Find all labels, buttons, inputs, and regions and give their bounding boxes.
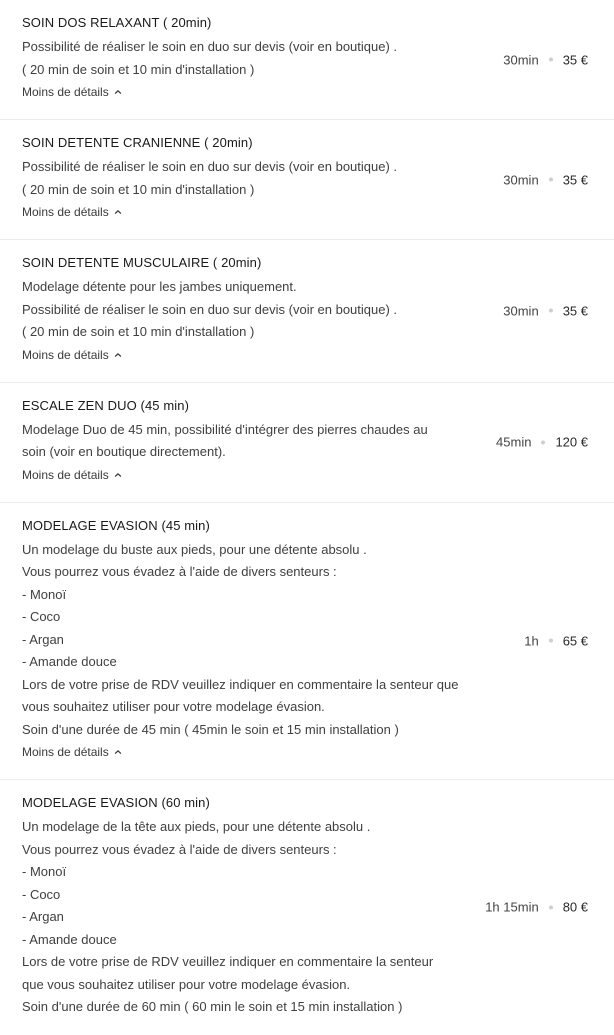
chevron-up-icon [113,470,123,480]
less-details-label: Moins de détails [22,85,109,99]
service-duration: 1h [524,633,539,649]
service-info [22,794,492,1019]
service-price: 35 € [562,172,588,187]
service-description-line: que vous souhaitez utiliser pour votre modelage évasion. [22,976,351,992]
service-item [0,780,614,1035]
service-description [22,419,492,464]
service-description [22,156,492,201]
less-details-label: Moins de détails [22,467,109,482]
service-description-line: Modelage Duo de 45 min, possibilité d'intégrer des pierres chaudes au [22,421,428,437]
service-price: 35 € [562,303,588,319]
service-title: MODELAGE EVASION (60 min) [22,795,210,810]
less-details-toggle[interactable] [22,741,123,763]
separator-dot [549,58,553,62]
service-description-line: ( 20 min de soin et 10 min d'installation ) [22,181,255,197]
less-details-label: Moins de détails [22,205,109,219]
less-details-label: Moins de détails [22,347,109,362]
service-title: SOIN DETENTE CRANIENNE ( 20min) [22,135,253,150]
service-description-line: Vous pourrez vous évadez à l'aide de divers senteurs : [22,841,337,857]
service-description-line: - Argan [22,909,64,924]
service-meta [485,900,588,915]
separator-dot [549,309,553,313]
service-description [22,36,492,81]
service-description-line: - Coco [22,886,61,902]
service-duration: 30min [503,172,539,187]
service-item [0,383,614,503]
service-description-line: - Coco [22,609,61,624]
service-description-line: - Monoï [22,586,67,602]
service-title: MODELAGE EVASION (45 min) [22,517,210,533]
service-description-line: soin (voir en boutique directement). [22,444,226,459]
service-title: SOIN DOS RELAXANT ( 20min) [22,15,212,30]
service-description-line: Modelage détente pour les jambes uniquement. [22,279,297,294]
service-description-line: Un modelage de la tête aux pieds, pour une détente absolu . [22,819,371,834]
chevron-up-icon [113,207,123,217]
service-item [0,240,614,383]
service-description-line: - Amande douce [22,931,117,947]
service-info [22,517,492,764]
separator-dot [549,639,553,643]
separator-dot [549,905,553,909]
service-description-line: - Monoï [22,864,67,879]
service-description-line: Lors de votre prise de RDV veuillez indiquer en commentaire la senteur [22,954,434,969]
service-item [0,120,614,240]
service-meta [503,52,588,67]
service-description-line: - Argan [22,631,64,647]
service-description-line: Possibilité de réaliser le soin en duo sur devis (voir en boutique) . [22,301,398,317]
separator-dot [549,178,553,182]
chevron-up-icon [113,350,123,360]
service-info [22,397,492,486]
less-details-toggle[interactable] [22,344,123,366]
service-price: 35 € [562,52,588,67]
less-details-toggle[interactable] [22,201,123,223]
service-description-line: Lors de votre prise de RDV veuillez indiquer en commentaire la senteur que [22,676,459,692]
service-duration: 1h 15min [485,899,539,915]
service-meta [503,172,588,187]
service-meta [524,633,588,648]
separator-dot [541,440,545,444]
service-price: 65 € [562,633,588,649]
service-description-line: - Amande douce [22,654,117,669]
service-description-line: Vous pourrez vous évadez à l'aide de divers senteurs : [22,564,337,579]
service-info [22,14,492,103]
service-title: SOIN DETENTE MUSCULAIRE ( 20min) [22,255,262,270]
chevron-up-icon [113,87,123,97]
service-description-line: vous souhaitez utiliser pour votre modelage évasion. [22,699,325,714]
less-details-toggle[interactable] [22,81,123,103]
service-meta [496,435,588,450]
service-description [22,276,492,344]
service-description [22,816,492,1019]
service-description-line: Soin d'une durée de 45 min ( 45min le soin et 15 min installation ) [22,721,399,737]
service-price: 120 € [555,434,588,450]
service-info [22,254,492,366]
service-description-line: Possibilité de réaliser le soin en duo sur devis (voir en boutique) . [22,159,398,174]
less-details-label: Moins de détails [22,745,109,759]
service-description-line: Un modelage du buste aux pieds, pour une détente absolu . [22,541,367,557]
service-duration: 30min [503,52,539,67]
service-description [22,539,492,742]
service-item [0,503,614,781]
service-duration: 45min [496,434,532,450]
service-description-line: ( 20 min de soin et 10 min d'installation ) [22,324,255,339]
service-description-line: ( 20 min de soin et 10 min d'installation ) [22,61,255,77]
service-title: ESCALE ZEN DUO (45 min) [22,397,190,413]
service-price: 80 € [562,899,588,915]
chevron-up-icon [113,747,123,757]
service-item [0,0,614,120]
service-info [22,134,492,223]
service-description-line: Possibilité de réaliser le soin en duo sur devis (voir en boutique) . [22,39,398,54]
service-meta [503,303,588,318]
service-duration: 30min [503,303,539,319]
less-details-toggle[interactable] [22,464,123,486]
service-description-line: Soin d'une durée de 60 min ( 60 min le soin et 15 min installation ) [22,999,403,1014]
